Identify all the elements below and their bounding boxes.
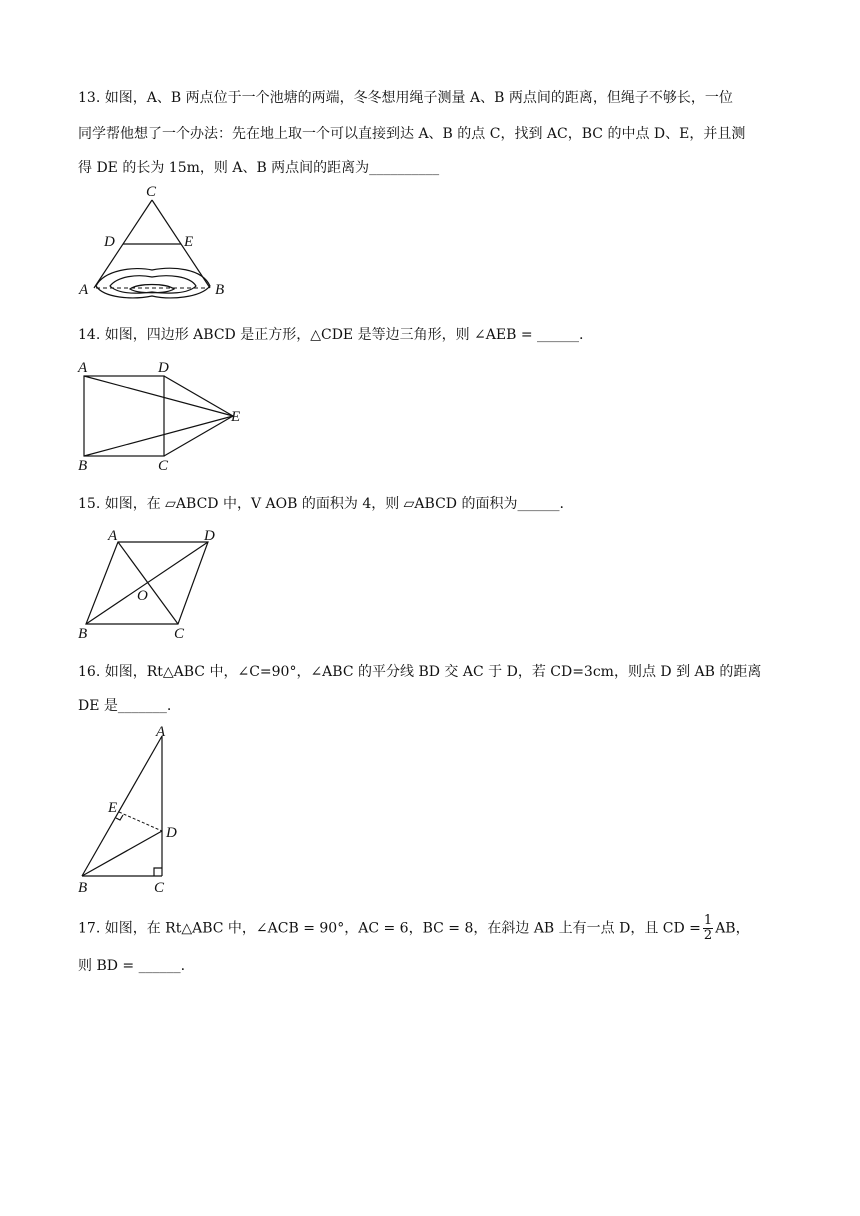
q14-label-a: A [78, 360, 88, 376]
q14-text-line1: 14. 如图，四边形 ABCD 是正方形，△CDE 是等边三角形，则 ∠AEB = ______. [78, 327, 584, 343]
q16-text-line2: DE 是_______. [78, 698, 172, 714]
q16-text-line1: 16. 如图，Rt△ABC 中，∠C=90°，∠ABC 的平分线 BD 交 AC 于 D，若 CD=3cm，则点 D 到 AB 的距离 [78, 664, 762, 680]
q16-label-e: E [108, 800, 118, 816]
q15-label-a: A [108, 528, 118, 544]
q17-fraction-numerator: 1 [703, 913, 713, 928]
q15-label-d: D [204, 528, 215, 544]
q13-text-line3: 得 DE 的长为 15m，则 A、B 两点间的距离为__________ [78, 160, 440, 176]
q15-label-b: B [78, 626, 88, 642]
q17-text-pre: 17. 如图，在 Rt△ABC 中，∠ACB = 90°，AC = 6，BC = 8，在斜边 AB 上有一点 D，且 CD = [78, 920, 701, 937]
q15-label-c: C [174, 626, 185, 642]
q16-label-c: C [154, 880, 165, 896]
q13-label-d: D [104, 234, 115, 250]
q13-text-line2: 同学帮他想了一个办法：先在地上取一个可以直接到达 A、B 的点 C，找到 AC，BC 的中点 D、E，并且测 [78, 126, 746, 142]
q17-text-line2: 则 BD = ______. [78, 958, 186, 974]
q16-label-d: D [166, 825, 177, 841]
q13-label-e: E [184, 234, 194, 250]
q15-text-line1: 15. 如图，在 ▱ABCD 中，V AOB 的面积为 4，则 ▱ABCD 的面积为______. [78, 496, 564, 512]
q13-text-line1: 13. 如图，A、B 两点位于一个池塘的两端，冬冬想用绳子测量 A、B 两点间的距离，但绳子不够长，一位 [78, 90, 733, 106]
q17-fraction [703, 914, 713, 943]
q14-label-b: B [78, 458, 88, 474]
q17-fraction-denominator: 2 [703, 928, 713, 943]
q13-label-c: C [146, 184, 157, 200]
q13-pond-figure [74, 182, 244, 302]
q15-parallelogram-figure [74, 524, 244, 644]
q14-square-triangle-figure [74, 358, 254, 474]
q17-text-line1 [78, 914, 750, 943]
q14-label-e: E [231, 409, 241, 425]
q17-text-post: AB， [715, 920, 750, 937]
q16-label-a: A [156, 724, 166, 740]
q13-label-b: B [215, 282, 225, 298]
q14-label-d: D [158, 360, 169, 376]
q15-label-o: O [137, 588, 148, 604]
q16-right-triangle-figure [74, 724, 194, 900]
q16-label-b: B [78, 880, 88, 896]
q13-label-a: A [79, 282, 89, 298]
q14-label-c: C [158, 458, 169, 474]
